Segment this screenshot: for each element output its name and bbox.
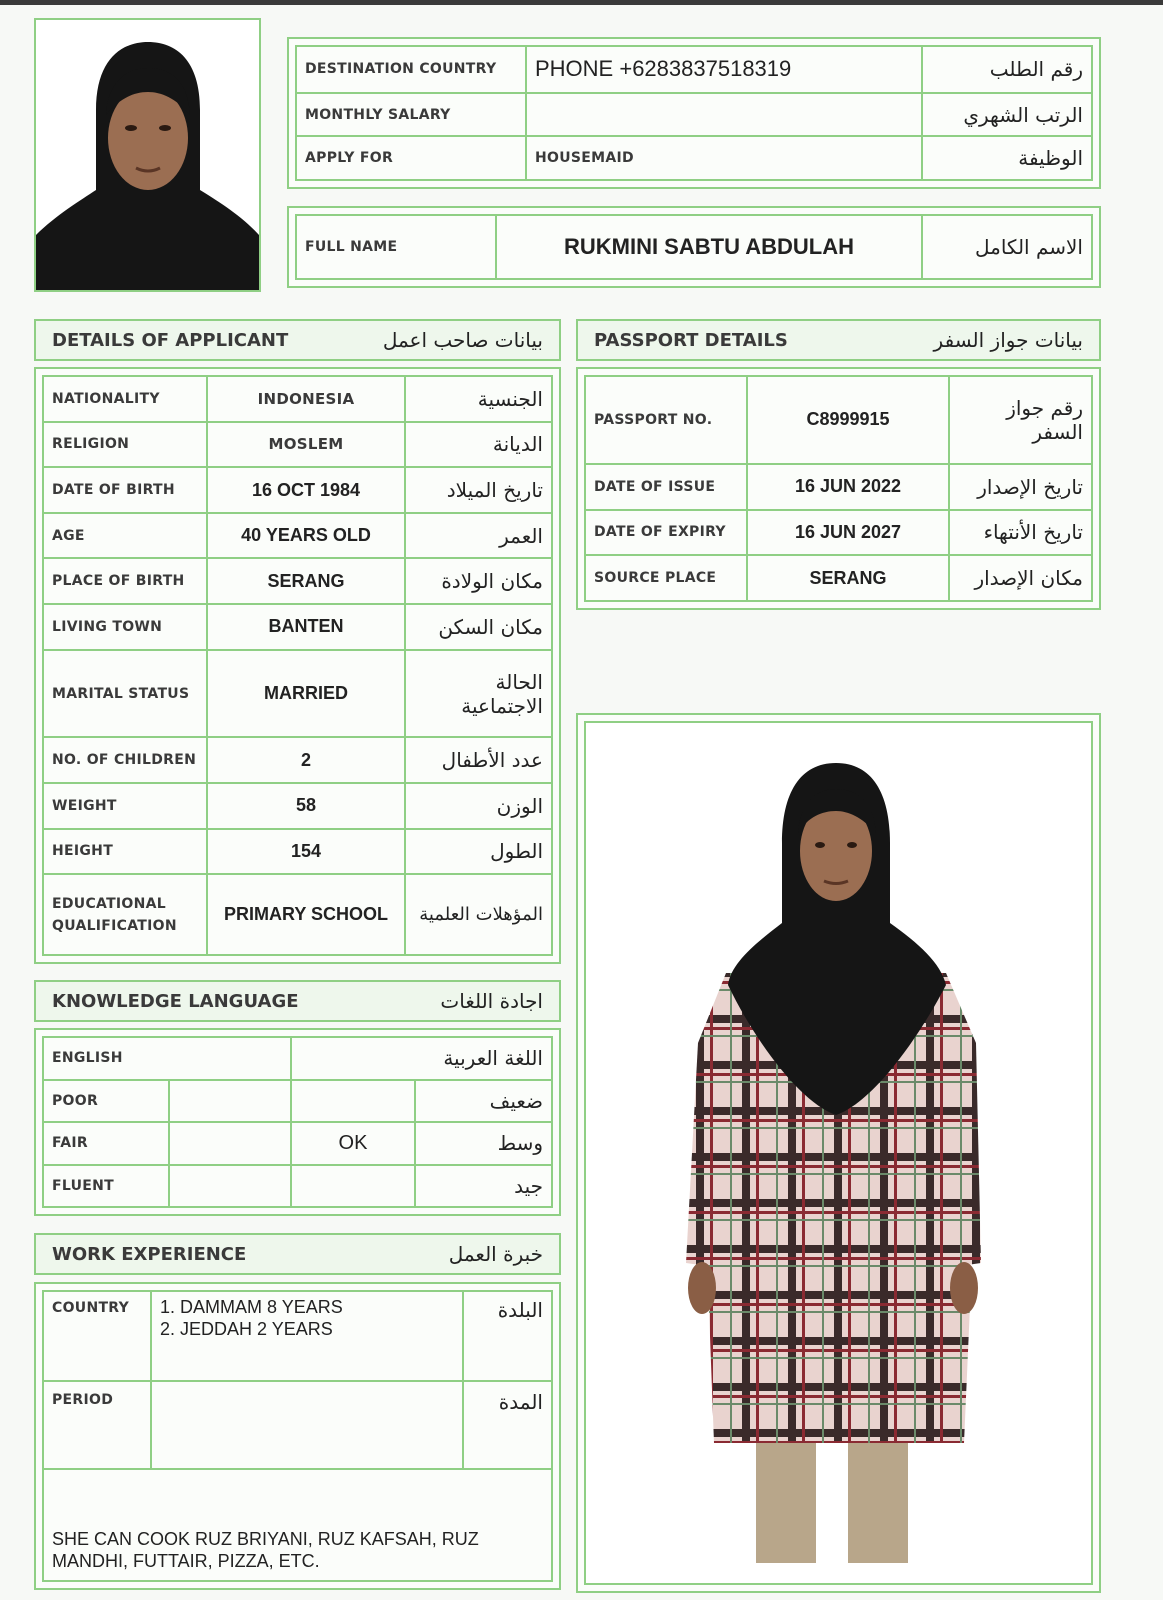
full-name-table [295,214,1093,280]
fluent-label: FLUENT [43,1165,169,1208]
language-header-row [43,1037,552,1080]
full-name-arabic: الاسم الكامل [922,215,1092,279]
language-row [43,1080,552,1123]
date-of-issue-value: 16 JUN 2022 [747,464,949,510]
work-section-title-arabic: خبرة العمل [448,1242,543,1266]
apply-for-value: HOUSEMAID [526,136,922,180]
living-town-value: BANTEN [207,604,405,650]
work-period-row [43,1381,552,1469]
source-place-arabic: مكان الإصدار [949,555,1092,601]
poor-arabic: ضعيف [415,1080,552,1123]
poor-arabic-value [291,1080,415,1123]
fair-label: FAIR [43,1122,169,1165]
period-label: PERIOD [43,1381,151,1469]
work-note-row [43,1469,552,1581]
passport-no-label: PASSPORT NO. [585,376,747,464]
applicant-row [43,783,552,829]
apply-for-arabic: الوظيفة [922,136,1092,180]
passport-no-arabic: رقم جواز السفر [949,376,1092,464]
portrait-figure [36,20,259,290]
country-line-2: 2. JEDDAH 2 YEARS [160,1319,333,1339]
full-name-value: RUKMINI SABTU ABDULAH [496,215,922,279]
monthly-salary-value [526,93,922,137]
applicant-details-box [34,367,561,964]
country-values [151,1291,463,1381]
full-body-figure [586,723,1091,1579]
english-label: ENGLISH [43,1037,291,1080]
date-of-birth-arabic: تاريخ الميلاد [405,467,552,513]
fluent-arabic-value [291,1165,415,1208]
work-section-header [34,1233,561,1275]
date-of-birth-label: DATE OF BIRTH [43,467,207,513]
education-value: PRIMARY SCHOOL [207,874,405,955]
applicant-section-header [34,319,561,361]
work-country-row [43,1291,552,1381]
marital-status-arabic: الحالة الاجتماعية [405,650,552,738]
passport-row [585,555,1092,601]
arabic-language-label: اللغة العربية [291,1037,552,1080]
applicant-row [43,737,552,783]
applicant-row [43,376,552,422]
language-section-header [34,980,561,1022]
passport-section-header [576,319,1101,361]
info-row-salary [296,93,1092,137]
passport-row [585,464,1092,510]
full-name-box [287,206,1101,288]
nationality-arabic: الجنسية [405,376,552,422]
applicant-row [43,513,552,559]
full-name-label: FULL NAME [296,215,496,279]
applicant-section-title-arabic: بيانات صاحب اعمل [382,328,543,352]
passport-row [585,376,1092,464]
age-label: AGE [43,513,207,559]
country-arabic: البلدة [463,1291,552,1381]
applicant-details-table [42,375,553,956]
weight-value: 58 [207,783,405,829]
portrait-photo [34,18,261,292]
language-section-title-arabic: اجادة اللغات [440,989,543,1013]
marital-status-value: MARRIED [207,650,405,738]
age-arabic: العمر [405,513,552,559]
top-edge-line [0,0,1163,5]
nationality-value: INDONESIA [207,376,405,422]
full-body-photo-box [576,713,1101,1593]
source-place-label: SOURCE PLACE [585,555,747,601]
height-arabic: الطول [405,829,552,875]
period-arabic: المدة [463,1381,552,1469]
apply-for-label: APPLY FOR [296,136,526,180]
children-arabic: عدد الأطفال [405,737,552,783]
education-arabic: المؤهلات العلمية [405,874,552,955]
living-town-label: LIVING TOWN [43,604,207,650]
date-of-issue-label: DATE OF ISSUE [585,464,747,510]
work-experience-box [34,1282,561,1590]
period-value [151,1381,463,1469]
fluent-arabic: جيد [415,1165,552,1208]
age-value: 40 YEARS OLD [207,513,405,559]
weight-arabic: الوزن [405,783,552,829]
applicant-row [43,874,552,955]
place-of-birth-arabic: مكان الولادة [405,558,552,604]
passport-row [585,510,1092,556]
place-of-birth-value: SERANG [207,558,405,604]
applicant-row [43,650,552,738]
applicant-row [43,829,552,875]
applicant-row [43,604,552,650]
weight-label: WEIGHT [43,783,207,829]
country-line-1: 1. DAMMAM 8 YEARS [160,1297,343,1317]
application-info-table [295,45,1093,181]
country-label: COUNTRY [43,1291,151,1381]
date-of-expiry-value: 16 JUN 2027 [747,510,949,556]
phone-value: PHONE +6283837518319 [526,46,922,93]
poor-label: POOR [43,1080,169,1123]
passport-section-title: PASSPORT DETAILS [594,329,788,351]
education-label: EDUCATIONAL QUALIFICATION [43,874,207,955]
language-section-title: KNOWLEDGE LANGUAGE [52,990,299,1012]
religion-label: RELIGION [43,422,207,468]
info-row-destination [296,46,1092,93]
language-row [43,1122,552,1165]
applicant-row [43,558,552,604]
date-of-birth-value: 16 OCT 1984 [207,467,405,513]
source-place-value: SERANG [747,555,949,601]
height-value: 154 [207,829,405,875]
fair-arabic-value: OK [291,1122,415,1165]
applicant-row [43,467,552,513]
fair-english-value [169,1122,291,1165]
full-body-photo [584,721,1093,1585]
date-of-issue-arabic: تاريخ الإصدار [949,464,1092,510]
passport-details-table [584,375,1093,602]
work-experience-table [42,1290,553,1582]
monthly-salary-arabic: الرتب الشهري [922,93,1092,137]
application-info-box [287,37,1101,189]
passport-section-title-arabic: بيانات جواز السفر [933,328,1083,352]
date-of-expiry-arabic: تاريخ الأنتهاء [949,510,1092,556]
nationality-label: NATIONALITY [43,376,207,422]
info-row-apply [296,136,1092,180]
language-row [43,1165,552,1208]
language-box [34,1028,561,1216]
passport-no-value: C8999915 [747,376,949,464]
religion-value: MOSLEM [207,422,405,468]
applicant-section-title: DETAILS OF APPLICANT [52,329,289,351]
destination-country-label: DESTINATION COUNTRY [296,46,526,93]
place-of-birth-label: PLACE OF BIRTH [43,558,207,604]
application-number-arabic: رقم الطلب [922,46,1092,93]
poor-english-value [169,1080,291,1123]
fluent-english-value [169,1165,291,1208]
marital-status-label: MARITAL STATUS [43,650,207,738]
children-label: NO. OF CHILDREN [43,737,207,783]
living-town-arabic: مكان السكن [405,604,552,650]
work-section-title: WORK EXPERIENCE [52,1243,247,1265]
religion-arabic: الديانة [405,422,552,468]
date-of-expiry-label: DATE OF EXPIRY [585,510,747,556]
monthly-salary-label: MONTHLY SALARY [296,93,526,137]
fair-arabic: وسط [415,1122,552,1165]
skills-note: SHE CAN COOK RUZ BRIYANI, RUZ KAFSAH, RUZ MANDHI, FUTTAIR, PIZZA, ETC. [43,1469,552,1581]
children-value: 2 [207,737,405,783]
applicant-row [43,422,552,468]
passport-details-box [576,367,1101,610]
language-table [42,1036,553,1208]
height-label: HEIGHT [43,829,207,875]
